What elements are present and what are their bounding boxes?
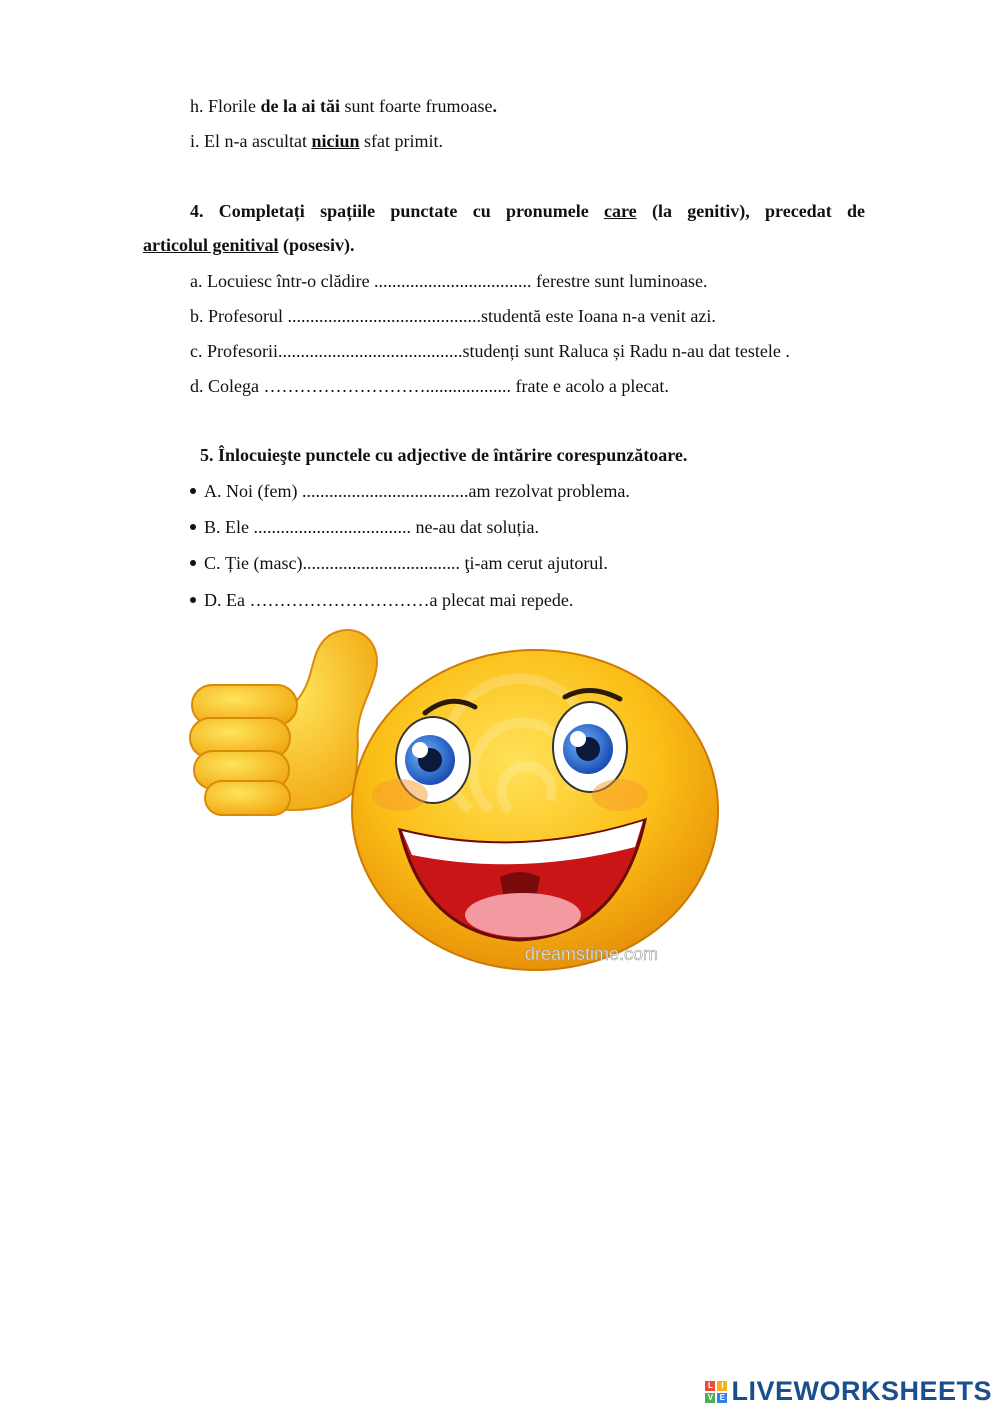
exercise-5-item-a: A. Noi (fem) .....................................am rezolvat problema. (190, 480, 630, 502)
exercise-5-item-d: D. Ea …………………………a plecat mai repede. (190, 589, 573, 611)
exercise-5-item-c: C. Ție (masc)................................... ţi-am cerut ajutorul. (190, 552, 608, 574)
right-eye (553, 702, 627, 792)
bullet-icon (190, 597, 196, 603)
item-h: h. Florile de la ai tăi sunt foarte frumoase. (190, 96, 497, 116)
liveworksheets-wordmark: LIVEWORKSHEETS (731, 1376, 992, 1406)
keyword-articol-genitival: articolul genitival (143, 235, 279, 255)
dreamstime-watermark: dreamstime.com (525, 944, 659, 964)
thumbs-up-hand (190, 630, 377, 815)
bullet-icon (190, 524, 196, 530)
bullet-icon (190, 488, 196, 494)
exercise-4-item-a: a. Locuiesc într-o clădire ................................... ferestre sunt luminoase. (190, 271, 708, 291)
exercise-4-item-d: d. Colega ………………………................... frate e acolo a plecat. (190, 376, 669, 396)
exercise-4-item-c: c. Profesorii.........................................studenți sunt Raluca și Radu n-au dat testele . (190, 341, 790, 361)
exercise-5-item-b: B. Ele ................................... ne-au dat soluția. (190, 516, 539, 538)
liveworksheets-logo-icon: L I V E (705, 1381, 727, 1403)
bullet-icon (190, 560, 196, 566)
liveworksheets-brand (705, 1376, 992, 1407)
exercise-5-heading: 5. Înlocuieşte punctele cu adjective de întărire corespunzătoare. (200, 445, 688, 465)
exercise-4-heading-line2: articolul genitival (posesiv). (143, 235, 355, 255)
exercise-4-heading-line1: 4. Completați spațiile punctate cu pronumele care (la genitiv), precedat de (190, 201, 865, 221)
keyword-care: care (603, 201, 637, 221)
exercise-4-item-b: b. Profesorul ...........................................studentă este Ioana n-a venit azi. (190, 306, 716, 326)
item-i: i. El n-a ascultat niciun sfat primit. (190, 131, 443, 151)
thumbs-up-smiley-icon (180, 615, 740, 975)
